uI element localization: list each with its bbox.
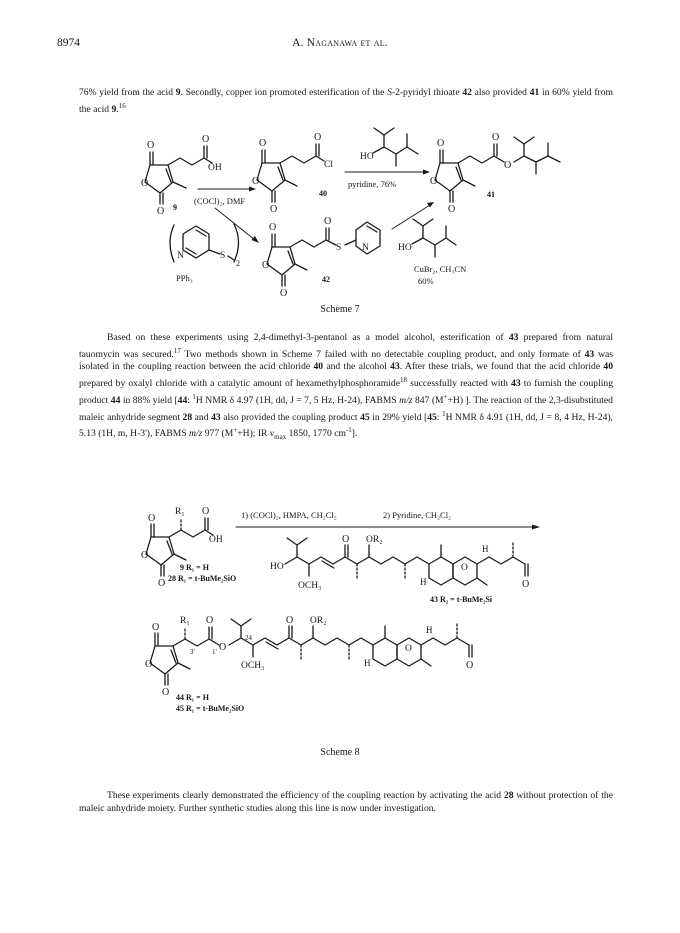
compound-40-label: 40: [319, 189, 327, 198]
alcohol-reagent-2-structure: [412, 219, 456, 257]
compound-40-structure: [257, 144, 324, 202]
svg-text:O: O: [466, 660, 474, 671]
label-compound-9: 9 R₁ = H: [180, 563, 209, 572]
svg-text:OCH₃: OCH₃: [241, 661, 265, 671]
svg-text:O: O: [448, 204, 456, 215]
alcohol-reagent-structure: [373, 128, 418, 166]
svg-text:S: S: [336, 243, 342, 253]
svg-text:O: O: [430, 176, 438, 187]
reagent-cubr2: CuBr₂, CH₃CN: [414, 264, 467, 274]
svg-text:R₁: R₁: [175, 507, 185, 517]
svg-text:N: N: [362, 243, 369, 253]
svg-text:O: O: [259, 138, 267, 149]
svg-text:1': 1': [212, 648, 217, 656]
reagent-cocl2-dmf: (COCl)₂, DMF: [194, 196, 246, 206]
compound-41-structure: [435, 137, 560, 202]
reagent-pyridine: pyridine, 76%: [348, 179, 397, 189]
svg-text:O: O: [157, 206, 165, 217]
svg-text:O: O: [145, 659, 153, 670]
pph3-label: PPh₃: [176, 273, 193, 283]
svg-text:O: O: [141, 550, 149, 561]
paragraph-3: These experiments clearly demonstrated the efficiency of the coupling reaction by activating the acid 28 without protection of the maleic anhydride moiety. Further synthetic studies along this line is now under investigation.: [79, 790, 613, 814]
svg-text:O: O: [437, 138, 445, 149]
svg-text:Cl: Cl: [324, 160, 333, 170]
svg-text:O: O: [270, 204, 278, 215]
svg-text:H: H: [426, 625, 433, 635]
svg-text:24: 24: [245, 634, 252, 642]
svg-text:O: O: [522, 579, 530, 590]
compound-9-label: 9: [173, 203, 177, 212]
svg-text:O: O: [162, 687, 170, 698]
scheme-8-caption: Scheme 8: [320, 747, 360, 758]
svg-text:O: O: [314, 132, 322, 143]
svg-text:O: O: [202, 134, 210, 145]
svg-text:H: H: [482, 544, 489, 554]
svg-text:O: O: [148, 513, 156, 524]
page-number: 8974: [57, 37, 80, 49]
reagent-yield-60: 60%: [418, 276, 434, 286]
compound-41-label: 41: [487, 190, 495, 199]
svg-text:OH: OH: [208, 163, 222, 173]
svg-text:O: O: [324, 216, 332, 227]
svg-text:O: O: [202, 506, 210, 517]
label-compound-45: 45 R₁ = t-BuMe₂SiO: [176, 704, 245, 713]
svg-text:2: 2: [236, 259, 240, 268]
svg-text:O: O: [219, 642, 227, 653]
svg-text:O: O: [280, 288, 288, 299]
svg-text:R₁: R₁: [180, 616, 190, 626]
svg-text:H: H: [420, 577, 427, 587]
reference-16: 16: [118, 101, 126, 110]
svg-text:O: O: [206, 615, 214, 626]
svg-text:O: O: [252, 176, 260, 187]
svg-text:O: O: [262, 260, 270, 271]
svg-text:O: O: [152, 622, 160, 633]
svg-text:HO: HO: [360, 152, 374, 162]
svg-text:S: S: [220, 251, 226, 261]
svg-text:OH: OH: [209, 535, 223, 545]
scheme8-reagent-1: 1) (COCl)₂, HMPA, CH₂Cl₂: [241, 510, 337, 520]
svg-text:O: O: [461, 563, 468, 573]
svg-text:N: N: [177, 251, 184, 261]
label-compound-28: 28 R₁ = t-BuMe₂SiO: [168, 574, 237, 583]
scheme8-reagent-2: 2) Pyridine, CH₂Cl₂: [383, 510, 452, 520]
svg-text:O: O: [504, 160, 512, 171]
paragraph-2: Based on these experiments using 2,4-dimethyl-3-pentanol as a model alcohol, esterification of 43 prepared from natural tauomycin was secured.$^{17}$ Two methods shown in Scheme 7 failed with no detectable coupling product, and only formate of 43 was isolated in the coupling reaction between the acid chloride 40 and the alcohol 43. After these trials, we found that the acid chloride 40 prepared by oxalyl chloride with a catalytic amount of hexamethylphosphoramide$^{18}$ successfully reacted with 43 to furnish the coupling product 44 in 88% yield [44: $^1$H NMR δ 4.97 (1H, dd, J = 7, 5 Hz, H-24), FABMS m/z 847 (M++H) ]. The reaction of the 2,3-disubstituted maleic anhydride segment 28 and 43 also provided the coupling product 45 in 29% yield [45: $^1$H NMR δ 4.91 (1H, dd, J = 8, 4 Hz, H-24), 5.13 (1H, m, H-3'), FABMS m/z 977 (M++H); IR $\nu_{max}$ 1850, 1770 $cm^{-1}$].: [79, 332, 614, 442]
svg-text:O: O: [342, 534, 350, 545]
svg-text:HO: HO: [270, 562, 284, 572]
svg-text:O: O: [141, 178, 149, 189]
svg-text:O: O: [492, 132, 500, 143]
svg-text:OCH₃: OCH₃: [298, 581, 322, 591]
svg-text:HO: HO: [398, 243, 412, 253]
svg-text:O: O: [147, 140, 155, 151]
svg-text:OR₂: OR₂: [366, 535, 383, 545]
svg-text:O: O: [158, 578, 166, 589]
svg-text:3': 3': [190, 648, 195, 656]
svg-text:O: O: [286, 615, 294, 626]
paragraph-1: 76% yield from the acid 9. Secondly, copper ion promoted esterification of the S-2-pyridyl thioate 42 also provided 41 in 60% yield from the acid 9.16: [79, 87, 613, 115]
label-compound-43: 43 R₂ = t-BuMe₂Si: [430, 595, 493, 604]
svg-text:O: O: [405, 644, 412, 654]
label-compound-44: 44 R₁ = H: [176, 693, 209, 702]
svg-text:O: O: [269, 222, 277, 233]
svg-text:H: H: [364, 658, 371, 668]
scheme-7-caption: Scheme 7: [320, 304, 360, 315]
running-head: A. Naganawa et al.: [292, 37, 388, 49]
svg-text:OR₂: OR₂: [310, 616, 327, 626]
compound-42-label: 42: [322, 275, 330, 284]
